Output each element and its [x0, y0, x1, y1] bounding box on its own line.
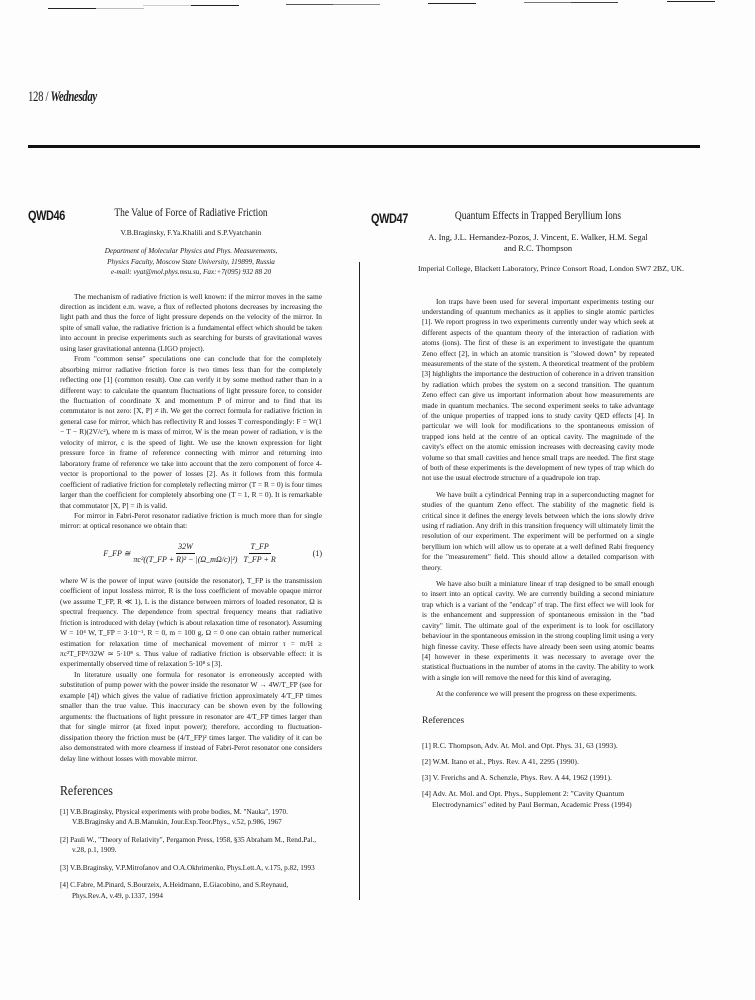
affiliation-line: e-mail: vyat@mol.phys.msu.su, Fax:+7(095) 932 88 20 — [110, 268, 272, 276]
abstract-authors: V.B.Braginsky, F.Ya.Khalili and S.P.Vyatchanin — [120, 228, 262, 237]
abstract-title: The Value of Force of Radiative Friction — [114, 207, 268, 219]
abstract-body — [60, 292, 322, 764]
abstract-code-left: QWD46 — [28, 207, 65, 223]
paragraph: where W is the power of input wave (outside the resonator), T_FP is the transmission coefficient of input lossless mirror, R is the loss coefficient of movable opaque mirror (we assume T_FP, R ≪ 1), L is the distance between mirrors of loaded resonator, Ω is spectral frequency. The dependence from spectral frequency means that radiative friction is introduced with delay (which is about relaxation time of resonator). Assuming W = 10⁴ W, T_FP = 3·10⁻¹, R = 0, m = 100 g, Ω = 0 one can obtain rather numerical estimation for relaxation time of mechanical movement of mirror τ = m/H ≥ πc²T_FP²/32W ≃ 5·10⁸ s. Thus value of radiative friction is observable effect: it is experimentally observed time of relaxation 5·10⁸ s [3]. — [60, 575, 322, 669]
equation-1 — [60, 542, 322, 566]
header-day: Wednesday — [50, 89, 97, 105]
reference-item: [3] V. Frerichs and A. Schenzle, Phys. Rev. A 44, 1962 (1991). — [422, 772, 612, 782]
reference-item: [1] R.C. Thompson, Adv. At. Mol. and Opt. Phys. 31, 63 (1993). — [422, 740, 618, 750]
paragraph: From "common sense" speculations one can conclude that for the completely absorbing mirror radiative friction force is two times less than for the completely reflecting one [1] (common result). One can verify it by some method rather than in a different way: to calculate the quantum fluctuations of light pressure force, to consider the fluctuation of coordinate X and momentum P of mirror and to find that its commutator is not zero: [X, P] ≠ iħ. We get the correct formula for radiative friction in general case for mirror, which has reflectivity R and losses T correspondingly: F = W(1 − T − R)(2V/c²), where m is mass of mirror, W is the mean power of radiation, v is the velocity of mirror, c is the speed of light. We use the known expression for light pressure force in frame of reference connecting with mirror and returning into laboratory frame of reference we take into account that the zero component of force 4-vector is proportional to the power of losses [2]. As it follows from this formula coefficient of radiative friction for completely reflecting mirror (T = R = 0) is four times larger than the coefficient for completely absorbing one (T = 1, R = 0). It is remarkable that commutator [X, P] = iħ is valid. — [60, 354, 322, 510]
page-header — [28, 89, 97, 106]
reference-item: [2] Pauli W., "Theory of Relativity", Pergamon Press, 1958, §35 Abraham M., Rend.Pal., v.28, p.1, 1909. — [60, 835, 317, 855]
affiliation-line: Physics Faculty, Moscow State University, 119899, Russia — [107, 257, 275, 266]
scan-edge-marks — [0, 4, 755, 8]
header-rule — [28, 145, 700, 148]
equation-fraction — [133, 542, 237, 566]
affiliation-line: Department of Molecular Physics and Phys. Measurements, — [104, 247, 278, 255]
references-list — [60, 807, 322, 902]
paragraph: We have built a cylindrical Penning trap in a superconducting magnet for studies of the quantum Zeno effect. The stability of the magnetic field is critical since it defines the energy levels between which the ions slowly drive using rf radiation. Any drift in this transition frequency will ultimately limit the resolution of our experiment. The experiment will be performed on a single beryllium ion which will allow us to operate at a well defined Rabi frequency for the "measurement" field. This should allow a detailed comparison with theory. — [422, 489, 654, 572]
references-heading: References — [422, 715, 465, 726]
left-abstract — [60, 207, 322, 901]
abstract-title: Quantum Effects in Trapped Beryllium Ions — [454, 210, 622, 222]
header-separator: / — [43, 89, 51, 105]
fraction-denominator: T_FP + R — [243, 555, 276, 565]
right-abstract — [418, 210, 685, 810]
paragraph: In literature usually one formula for resonator is erroneously accepted with substitution of pump power with the power inside the resonator W → 4W/T_FP (see for example [4]) which gives the value of radiative friction approximately 4/T_FP times smaller than the true value. This inaccuracy can be shown even by the following arguments: the fluctuations of light pressure in resonator are 4/T_FP times larger than that for single mirror (at fixed input power); therefore, according to fluctuation-dissipation theory the friction must be (4/T_FP)² times larger. The validity of it can be also demonstrated with more clearness if instead of Fabri-Perot resonator one considers delay line without losses with movable mirror. — [60, 669, 322, 763]
reference-item: [4] Adv. At. Mol. and Opt. Phys., Supplement 2: "Cavity Quantum Electrodynamics" edited by Paul Berman, Academic Press (1994) — [422, 788, 632, 809]
paragraph: Ion traps have been used for several important experiments testing our understanding of quantum mechanics as it applies to single atomic particles [1]. We report progress in two experiments currently under way which seek at different aspects of the quantum theory of the interaction of radiation with atoms (ions). The first of these is an experiment to investigate the quantum Zeno effect [2], in which an atomic transition is "slowed down" by repeated measurements of the state of the system. A theoretical treatment of the problem [3] highlights the importance the destruction of coherence in a driven transition by radiation which probes the system on a second transition. The quantum Zeno effect can give us important information about how measurements are made in quantum mechanics. The second experiment seeks to take advantage of the unique properties of trapped ions to study cavity QED effects [4]. In particular we will look for modifications to the spontaneous emission of trapped ions held at the centre of an optical cavity. The magnitude of the cavity's effect on the atomic emission increases with decreasing cavity mode volume so that small cavities and hence small traps are needed. The first stage of both of these experiments is the development of new types of trap which do not use the usual electrode structure of a quadrupole ion trap. — [422, 296, 654, 483]
paragraph: We have also built a miniature linear rf trap designed to be small enough to insert into an optical cavity. We are currently building a second miniature trap which is a variant of the "endcap" rf trap. The first effect we will look for is the enhancement and suppression of spontaneous emission in the "bad cavity" limit. The ultimate goal of the experiment is to look for oscillatory behaviour in the spontaneous emission in the strong coupling limit using a very high finesse cavity. These effects have already been seen using atomic beams [4] however in these experiments it was necessary to average over the statistical fluctuations in the number of atoms in the cavity. The ability to work with a single ion will remove the need for this kind of averaging. — [422, 579, 654, 682]
fraction-denominator: πc²((T_FP + R)² − |(Ω_mΩ/c)|²) — [133, 555, 238, 565]
abstract-affiliation — [60, 246, 322, 278]
abstract-body — [422, 297, 654, 700]
abstract-authors: A. Ing, J.L. Hernandez-Pozos, J. Vincent, E. Walker, H.M. Segal and R.C. Thompson — [428, 232, 648, 253]
reference-item: [4] C.Fabre, M.Pinard, S.Bourzeix, A.Heidmann, E.Giacobino, and S.Reynaud, Phys.Rev.A, v.49, p.1337, 1994 — [60, 881, 289, 900]
reference-item: [3] V.B.Braginsky, V.P.Mitrofanov and O.A.Okhrimenko, Phys.Lett.A, v.175, p.82, 1993 — [60, 863, 315, 872]
page-number: 128 — [28, 89, 44, 105]
paragraph: For mirror in Fabri-Perot resonator radiative friction is much more than for single mirror: at optical resonance we obtain that: — [60, 511, 322, 531]
fraction-numerator: T_FP — [249, 542, 271, 554]
abstract-affiliation: Imperial College, Blackett Laboratory, Prince Consort Road, London SW7 2BZ, UK. — [418, 264, 685, 273]
fraction-numerator: 32W — [176, 542, 195, 554]
references-heading: References — [60, 783, 113, 799]
abstract-code-right: QWD47 — [371, 210, 408, 226]
paragraph: The mechanism of radiative friction is well known: if the mirror moves in the same direction as incident e.m. wave, a flux of reflected photons decreases by increasing the light path and thus the force of light pressure depends on the velocity of the mirror. In spite of small value, the radiative friction is a fundamental effect which should be taken into account in precise experiments such as searching for bursts of gravitational waves using laser gravitational antenna (LIGO project). — [60, 291, 322, 353]
equation-fraction — [243, 542, 275, 566]
equation-lhs: F_FP ≅ — [103, 548, 131, 558]
paragraph: At the conference we will present the progress on these experiments. — [436, 689, 637, 699]
references-list — [422, 740, 654, 810]
reference-item: [1] V.B.Braginsky, Physical experiments with probe bodies, M. "Nauka", 1970. V.B.Braginsky and A.B.Manukin, Jour.Exp.Teor.Phys., v.52, p.986, 1967 — [60, 807, 288, 827]
column-divider — [359, 262, 360, 900]
equation-number: (1) — [312, 548, 322, 558]
reference-item: [2] W.M. Itano et al., Phys. Rev. A 41, 2295 (1990). — [422, 756, 579, 766]
